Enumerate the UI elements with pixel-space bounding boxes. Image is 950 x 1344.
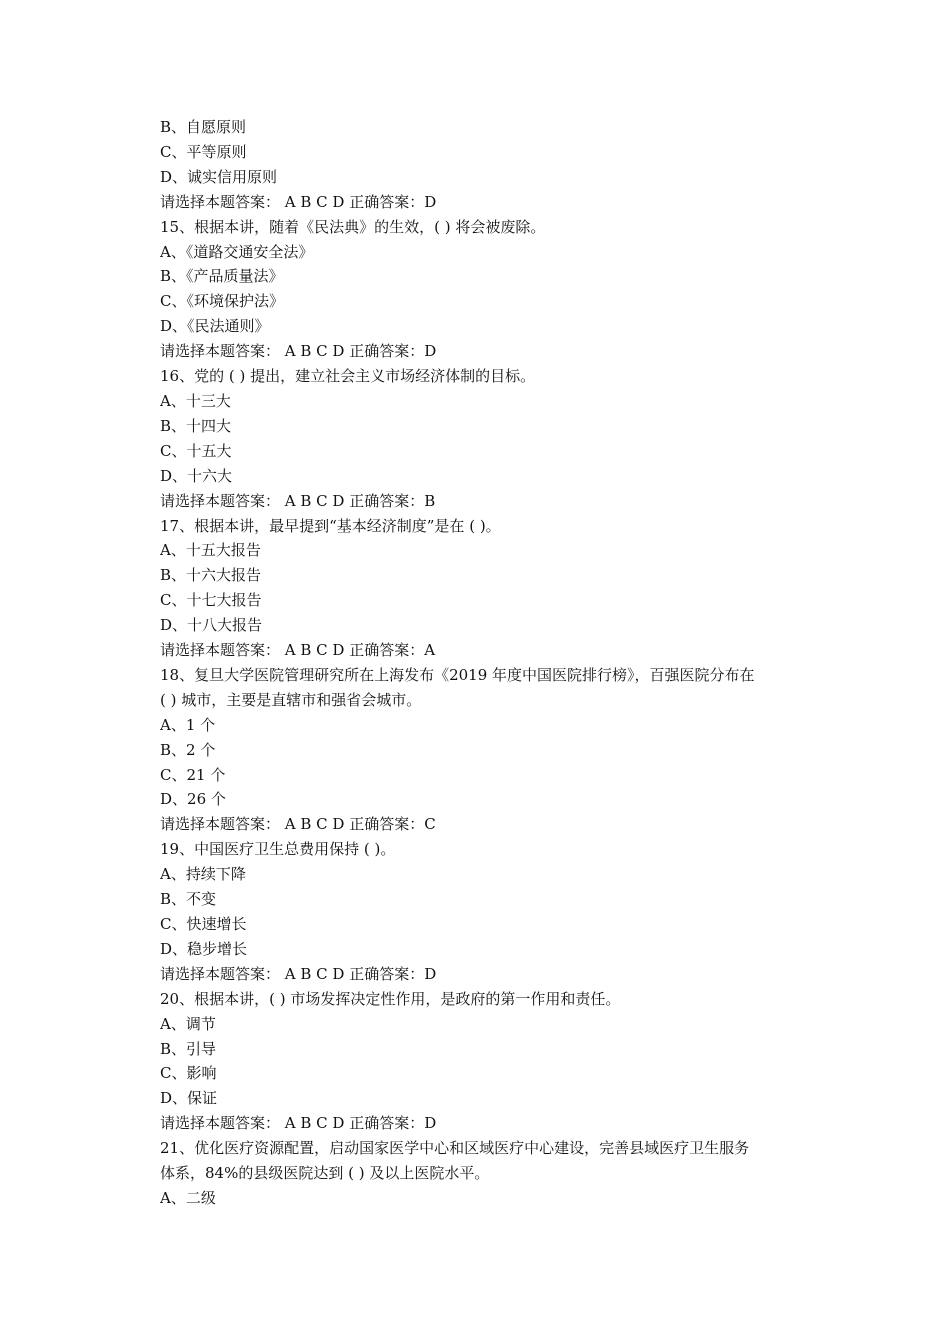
option-line: B、《产品质量法》 <box>160 267 284 286</box>
question-19: 19、中国医疗卫生总费用保持 ( )。 <box>160 840 396 859</box>
answer-line: 请选择本题答案： A B C D 正确答案：A <box>160 641 436 660</box>
question-15: 15、根据本讲，随着《民法典》的生效，( ) 将会被废除。 <box>160 217 546 236</box>
option-line: A、持续下降 <box>160 865 246 884</box>
option-line: D、稳步增长 <box>160 939 248 958</box>
question-16: 16、党的 ( ) 提出，建立社会主义市场经济体制的目标。 <box>160 367 536 386</box>
option-line: A、《道路交通安全法》 <box>160 242 314 261</box>
option-line: A、调节 <box>160 1014 216 1033</box>
option-line: D、26 个 <box>160 790 226 809</box>
option-line: C、十五大 <box>160 441 232 460</box>
answer-line: 请选择本题答案： A B C D 正确答案：D <box>160 192 437 211</box>
option-line: C、快速增长 <box>160 915 247 933</box>
question-21: 21、优化医疗资源配置，启动国家医学中心和区域医疗中心建设，完善县域医疗卫生服务 <box>160 1139 750 1158</box>
question-20: 20、根据本讲，( ) 市场发挥决定性作用，是政府的第一作用和责任。 <box>160 989 621 1008</box>
option-line: C、《环境保护法》 <box>160 292 284 311</box>
option-line: C、十七大报告 <box>160 591 262 610</box>
option-line: D、保证 <box>160 1089 218 1108</box>
option-line: D、十八大报告 <box>160 616 263 635</box>
option-line: C、21 个 <box>160 765 226 784</box>
question-list <box>160 115 810 1211</box>
option-line: B、不变 <box>160 890 217 909</box>
option-line: B、自愿原则 <box>160 118 247 136</box>
option-line: B、2 个 <box>160 740 216 759</box>
answer-line: 请选择本题答案： A B C D 正确答案：D <box>160 342 437 361</box>
option-line: B、引导 <box>160 1039 217 1058</box>
option-line: C、平等原则 <box>160 142 247 161</box>
option-line: A、1 个 <box>160 715 216 734</box>
question-18-continued: ( ) 城市，主要是直辖市和强省会城市。 <box>160 690 422 709</box>
answer-line: 请选择本题答案： A B C D 正确答案：C <box>160 815 436 834</box>
option-line: B、十六大报告 <box>160 566 262 585</box>
option-line: C、影响 <box>160 1064 217 1083</box>
answer-line: 请选择本题答案： A B C D 正确答案：B <box>160 491 436 510</box>
answer-line: 请选择本题答案： A B C D 正确答案：D <box>160 964 437 983</box>
option-line: D、诚实信用原则 <box>160 167 278 186</box>
option-line: B、十四大 <box>160 416 232 435</box>
question-17: 17、根据本讲，最早提到“基本经济制度”是在 ( )。 <box>160 516 501 535</box>
answer-line: 请选择本题答案： A B C D 正确答案：D <box>160 1114 437 1133</box>
option-line: A、二级 <box>160 1188 216 1207</box>
option-line: A、十五大报告 <box>160 541 261 560</box>
option-line: D、十六大 <box>160 466 233 485</box>
question-18: 18、复旦大学医院管理研究所在上海发布《2019 年度中国医院排行榜》，百强医院分布在 <box>160 665 755 684</box>
option-line: A、十三大 <box>160 391 231 410</box>
question-21-continued: 体系，84%的县级医院达到 ( ) 及以上医院水平。 <box>160 1164 490 1183</box>
option-line: D、《民法通则》 <box>160 317 270 336</box>
